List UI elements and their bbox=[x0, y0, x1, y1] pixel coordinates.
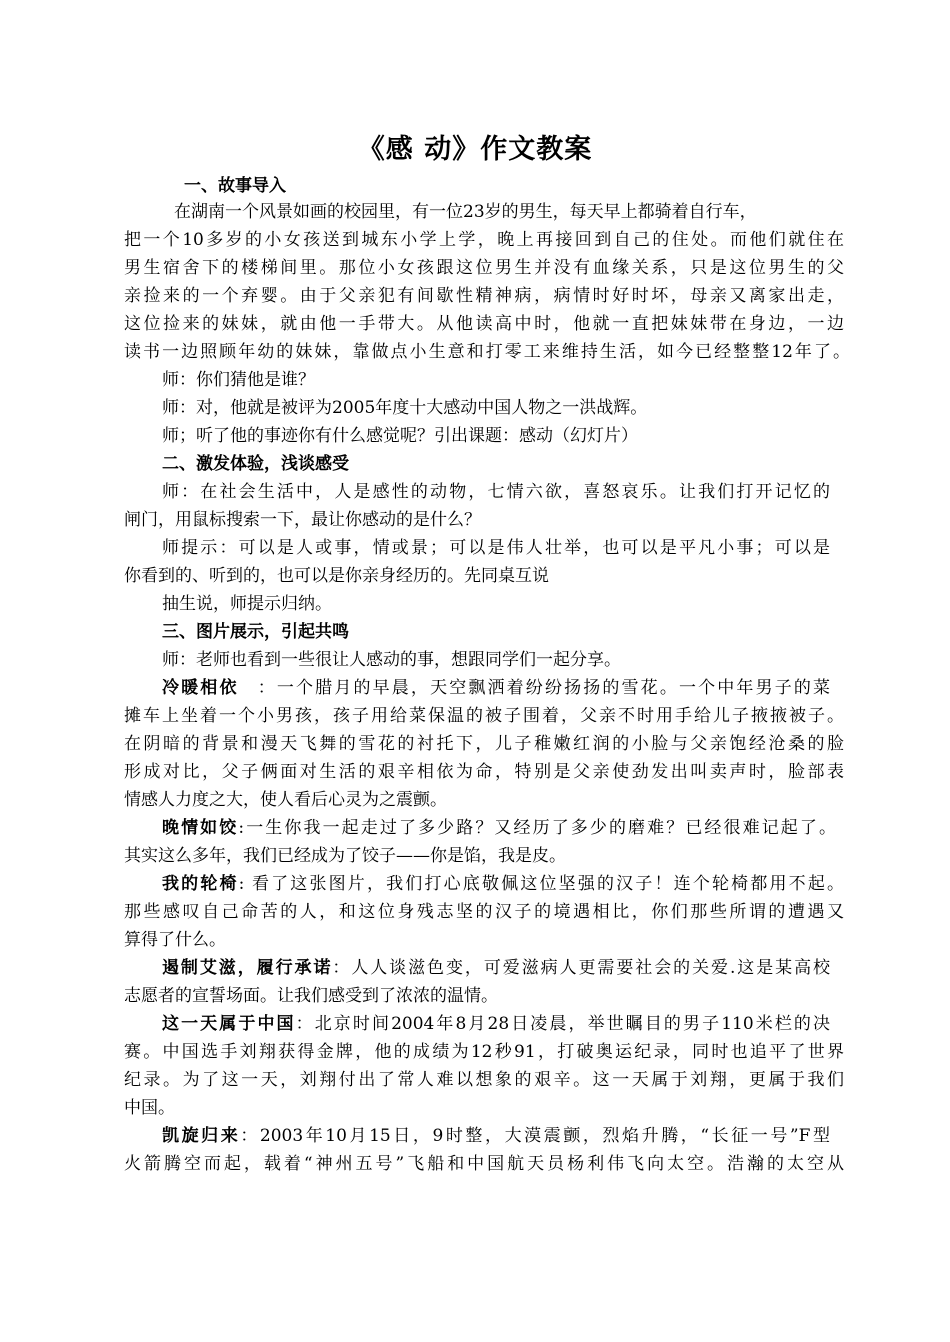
text-line bbox=[124, 842, 684, 870]
body-text: 赛。中国选手刘翔获得金牌，他的成绩为12秒91，打破奥运纪录，同时也追平了世界 bbox=[124, 1042, 844, 1062]
body-text: 抽生说，师提示归纳。 bbox=[162, 594, 332, 614]
body-text: ：一个腊月的早晨，天空飘洒着纷纷扬扬的雪花。一个中年男子的菜 bbox=[238, 678, 831, 698]
text-line bbox=[124, 1150, 844, 1178]
body-text: 志愿者的宣誓场面。让我们感受到了浓浓的温情。 bbox=[124, 986, 498, 1006]
text-line bbox=[124, 758, 844, 786]
body-text: 师：你们猜他是谁？ bbox=[162, 370, 315, 390]
text-line bbox=[162, 618, 562, 646]
body-text: 在湖南一个风景如画的校园里，有一位23岁的男生，每天早上都骑着自行车， bbox=[174, 202, 757, 222]
bold-heading-text: 这一天属于中国 bbox=[162, 1014, 296, 1034]
text-line bbox=[162, 366, 662, 394]
body-text: 摊车上坐着一个小男孩，孩子用给菜保温的被子围着，父亲不时用手给儿子掖掖被子。 bbox=[124, 706, 844, 726]
text-line bbox=[162, 674, 830, 702]
text-line bbox=[124, 1038, 844, 1066]
text-line bbox=[162, 1010, 830, 1038]
text-line bbox=[124, 254, 844, 282]
text-line bbox=[162, 394, 762, 422]
text-line bbox=[162, 646, 762, 674]
body-text: 中国。 bbox=[124, 1098, 175, 1118]
body-text: 男生宿舍下的楼梯间里。那位小女孩跟这位男生并没有血缘关系，只是这位男生的父 bbox=[124, 258, 844, 278]
text-line bbox=[124, 1066, 844, 1094]
body-text: 情感人力度之大，使人看后心灵为之震颤。 bbox=[124, 790, 447, 810]
text-line bbox=[124, 310, 844, 338]
text-line bbox=[124, 226, 844, 254]
text-line bbox=[124, 786, 524, 814]
text-line bbox=[124, 730, 844, 758]
body-text: 火箭腾空而起，载着“神州五号”飞船和中国航天员杨利伟飞向太空。浩瀚的太空从 bbox=[124, 1154, 844, 1174]
body-text: 这位捡来的妹妹，就由他一手带大。从他读高中时，他就一直把妹妹带在身边，一边 bbox=[124, 314, 844, 334]
text-line bbox=[124, 702, 844, 730]
body-text: 形成对比，父子俩面对生活的艰辛相依为命，特别是父亲使劲发出叫卖声时，脸部表 bbox=[124, 762, 844, 782]
text-line bbox=[162, 450, 562, 478]
bold-heading-text: 遏制艾滋，履行承诺 bbox=[162, 958, 333, 978]
bold-heading-text: 三、图片展示，引起共鸣 bbox=[162, 622, 349, 642]
body-text: 把一个10多岁的小女孩送到城东小学上学，晚上再接回到自己的住处。而他们就住在 bbox=[124, 230, 844, 250]
body-text: 你看到的、听到的，也可以是你亲身经历的。先同桌互说 bbox=[124, 566, 549, 586]
text-line bbox=[124, 282, 844, 310]
body-text: 亲捡来的一个弃婴。由于父亲犯有间歇性精神病，病情时好时坏，母亲又离家出走， bbox=[124, 286, 844, 306]
page-title: 《感 动》作文教案 bbox=[357, 134, 593, 165]
body-text: 师：对，他就是被评为2005年度十大感动中国人物之一洪战辉。 bbox=[162, 398, 648, 418]
text-line bbox=[162, 534, 830, 562]
body-text: 纪录。为了这一天，刘翔付出了常人难以想象的艰辛。这一天属于刘翔，更属于我们 bbox=[124, 1070, 844, 1090]
text-line bbox=[162, 814, 836, 842]
text-line bbox=[124, 562, 624, 590]
text-line bbox=[124, 982, 624, 1010]
body-text: : 看了这张图片，我们打心底敬佩这位坚强的汉子！连个轮椅都用不起。 bbox=[238, 874, 844, 894]
body-text: 算得了什么。 bbox=[124, 930, 226, 950]
body-text: 在阴暗的背景和漫天飞舞的雪花的衬托下，儿子稚嫩红润的小脸与父亲饱经沧桑的脸 bbox=[124, 734, 844, 754]
body-text: 读书一边照顾年幼的妹妹，靠做点小生意和打零工来维持生活，如今已经整整12年了。 bbox=[124, 342, 850, 362]
body-text: 师；听了他的事迹你有什么感觉呢？引出课题：感动（幻灯片） bbox=[162, 426, 638, 446]
text-line bbox=[162, 954, 830, 982]
body-text: 师提示：可以是人或事，情或景；可以是伟人壮举，也可以是平凡小事；可以是 bbox=[162, 538, 830, 558]
body-text: 那些感叹自己命苦的人，和这位身残志坚的汉子的境遇相比，你们那些所谓的遭遇又 bbox=[124, 902, 844, 922]
text-line bbox=[184, 172, 464, 200]
bold-heading-text: 我的轮椅 bbox=[162, 874, 239, 894]
text-line bbox=[124, 1094, 224, 1122]
body-text: ：北京时间2004年8月28日凌晨，举世瞩目的男子110米栏的决 bbox=[295, 1014, 830, 1034]
text-line bbox=[124, 898, 844, 926]
body-text: 师：在社会生活中，人是感性的动物，七情六欲，喜怒哀乐。让我们打开记忆的 bbox=[162, 482, 830, 502]
text-line bbox=[124, 506, 624, 534]
bold-heading-text: 凯旋归来 bbox=[162, 1126, 241, 1146]
text-line bbox=[162, 590, 462, 618]
text-line bbox=[162, 478, 830, 506]
text-line bbox=[162, 1122, 830, 1150]
body-text: :一生你我一起走过了多少路？又经历了多少的磨难？已经很难记起了。 bbox=[238, 818, 836, 838]
bold-heading-text: 冷暖相依 bbox=[162, 678, 239, 698]
body-text: ：2003年10月15日，9时整，大漠震颤，烈焰升腾，“长征一号”F型 bbox=[240, 1126, 830, 1146]
text-line bbox=[162, 422, 762, 450]
body-text: 师：老师也看到一些很让人感动的事，想跟同学们一起分享。 bbox=[162, 650, 621, 670]
body-text: ：人人谈滋色变，可爱滋病人更需要社会的关爱.这是某高校 bbox=[332, 958, 831, 978]
text-line bbox=[174, 198, 844, 226]
text-line bbox=[124, 338, 850, 366]
bold-heading-text: 二、激发体验，浅谈感受 bbox=[162, 454, 349, 474]
bold-heading-text: 晚情如饺 bbox=[162, 818, 239, 838]
body-text: 闸门，用鼠标搜索一下，最让你感动的是什么？ bbox=[124, 510, 481, 530]
text-line bbox=[162, 870, 844, 898]
bold-heading-text: 一、故事导入 bbox=[184, 176, 286, 196]
text-line bbox=[124, 926, 324, 954]
body-text: 其实这么多年，我们已经成为了饺子——你是馅，我是皮。 bbox=[124, 846, 566, 866]
